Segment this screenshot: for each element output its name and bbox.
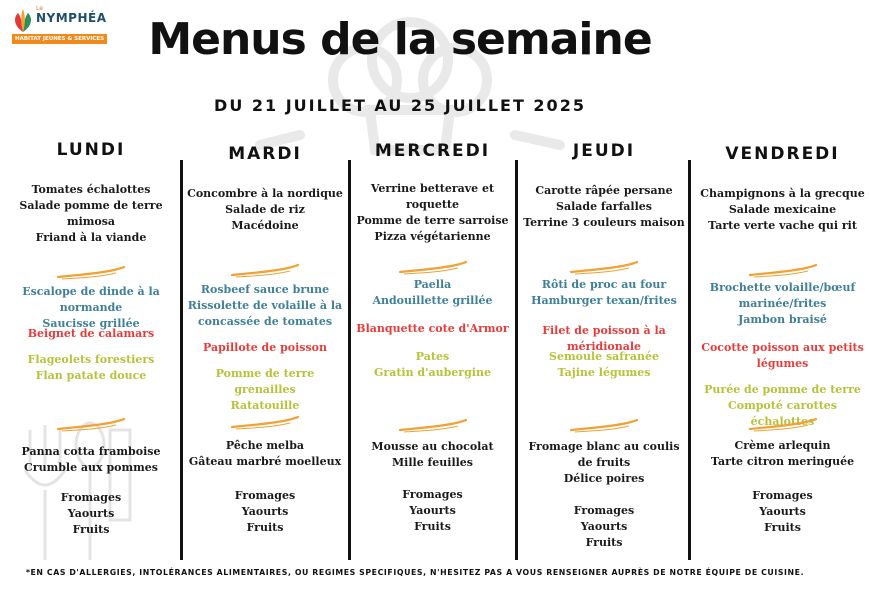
main-fish-list <box>5 326 177 342</box>
side-dish-item: Tajine légumes <box>557 366 651 379</box>
day-heading: LUNDI <box>56 140 126 160</box>
side-dish-item: Flageolets forestiers <box>27 353 155 366</box>
dessert-item: Délice poires <box>563 472 645 485</box>
dairy-fruit-item: Fromages <box>573 504 635 517</box>
dairy-fruit-list <box>350 487 515 535</box>
dairy-fruit-item: Yaourts <box>409 504 456 517</box>
dessert-item: Crumble aux pommes <box>24 461 158 474</box>
dessert-list <box>5 444 177 476</box>
dairy-fruit-item: Fruits <box>246 521 284 534</box>
dessert-item: Mille feuilles <box>392 456 473 469</box>
column-divider <box>180 160 183 560</box>
starter-item: Salade pomme de terre mimosa <box>19 199 163 228</box>
orange-swash-divider-icon <box>748 264 818 278</box>
dairy-fruit-list <box>185 488 345 536</box>
side-dish-item: Pates <box>415 350 450 363</box>
side-dish-item: Ratatouille <box>230 399 300 412</box>
dessert-list <box>350 439 515 471</box>
dairy-fruit-item: Yaourts <box>580 520 628 533</box>
side-dish-item: Compoté carottes échalottes <box>728 399 837 428</box>
side-dish-item: Flan patate douce <box>35 369 147 382</box>
day-column-vendredi <box>695 144 870 534</box>
dairy-fruit-item: Fromages <box>402 488 463 501</box>
starter-item: Tarte verte vache qui rit <box>708 219 857 232</box>
dessert-item: Tarte citron meringuée <box>710 455 855 468</box>
dairy-fruit-list <box>520 503 688 551</box>
orange-swash-divider-icon <box>569 419 639 433</box>
orange-swash-divider-icon <box>230 416 300 430</box>
dairy-fruit-item: Fromages <box>752 489 813 502</box>
main-meat-item: Paella <box>413 278 452 291</box>
dairy-fruit-item: Yaourts <box>759 505 806 518</box>
day-heading: MARDI <box>228 144 302 164</box>
dessert-item: Mousse au chocolat <box>371 440 494 453</box>
dairy-fruit-item: Fromages <box>234 489 296 502</box>
logo-brand: NYMPHÉA <box>36 11 107 25</box>
dairy-fruit-item: Yaourts <box>67 507 115 520</box>
orange-swash-divider-icon <box>748 418 818 432</box>
orange-swash-divider-icon <box>56 266 126 280</box>
day-column-mercredi <box>350 141 515 533</box>
dessert-item: Panna cotta framboise <box>21 445 161 458</box>
main-meat-item: Escalope de dinde à la normande <box>22 285 160 314</box>
main-meat-item: Saucisse grillée <box>42 317 140 330</box>
main-meat-list <box>350 277 515 309</box>
side-dish-list <box>185 366 345 414</box>
main-fish-item: Cocotte poisson aux petits légumes <box>701 341 864 370</box>
dessert-item: Pêche melba <box>225 439 305 452</box>
side-dish-item: Gratin d'aubergine <box>374 366 491 379</box>
dessert-list <box>185 438 345 470</box>
dairy-fruit-item: Fruits <box>72 523 110 536</box>
main-meat-item: Rôti de proc au four <box>541 278 667 291</box>
logo-tagline: HABITAT JEUNES & SERVICES <box>12 34 107 44</box>
starter-list <box>695 186 870 234</box>
starter-item: Terrine 3 couleurs maison <box>523 216 685 229</box>
main-fish-list <box>695 340 870 372</box>
starter-item: Carotte râpée persane <box>535 184 673 197</box>
main-meat-item: Brochette volaille/bœuf marinée/frites <box>709 281 856 310</box>
starter-item: Pizza végétarienne <box>374 230 491 243</box>
main-meat-item: Hamburger texan/frites <box>531 294 677 307</box>
day-column-mardi <box>185 144 345 534</box>
side-dish-item: Pomme de terre grenailles <box>215 367 315 396</box>
starter-item: Verrine betterave et roquette <box>370 182 495 211</box>
column-divider <box>515 160 518 560</box>
orange-swash-divider-icon <box>398 419 468 433</box>
dairy-fruit-item: Fruits <box>414 520 451 533</box>
orange-swash-divider-icon <box>56 418 126 432</box>
side-dish-list <box>350 349 515 381</box>
day-heading: VENDREDI <box>725 144 840 164</box>
day-heading: MERCREDI <box>374 141 491 161</box>
orange-swash-divider-icon <box>230 264 300 278</box>
main-fish-list <box>185 340 345 356</box>
main-fish-item: Papillote de poisson <box>202 341 328 354</box>
dairy-fruit-list <box>5 490 177 538</box>
dessert-list <box>695 438 870 470</box>
starter-list <box>520 183 688 231</box>
date-range-subtitle: DU 21 JUILLET AU 25 JUILLET 2025 <box>214 96 586 115</box>
dairy-fruit-item: Fruits <box>585 536 623 549</box>
main-meat-item: Jambon braisé <box>738 313 827 326</box>
day-column-lundi <box>5 140 177 536</box>
main-fish-item: Blanquette cote d'Armor <box>356 322 509 335</box>
dessert-item: Crème arlequin <box>734 439 831 452</box>
dessert-item: Fromage blanc au coulis de fruits <box>528 440 680 469</box>
logo-prefix: Le <box>36 5 43 12</box>
main-fish-list <box>350 321 515 337</box>
main-meat-item: Andouillette grillée <box>372 294 493 307</box>
starter-item: Friand à la viande <box>35 231 147 244</box>
starter-list <box>5 182 177 246</box>
column-divider <box>688 160 691 560</box>
starter-item: Macédoine <box>231 219 299 232</box>
dairy-fruit-item: Fruits <box>764 521 801 534</box>
starter-item: Salade farfalles <box>556 200 652 213</box>
dairy-fruit-list <box>695 488 870 536</box>
starter-item: Salade de riz <box>225 203 305 216</box>
allergy-footnote: *EN CAS D'ALLERGIES, INTOLÉRANCES ALIMENTAIRES, OU REGIMES SPECIFIQUES, N'HESITEZ PAS A VOUS RENSEIGNER AUPRÈS DE NOTRE ÉQUIPE DE CUISINE. <box>25 568 805 577</box>
starter-item: Concombre à la nordique <box>187 187 343 200</box>
side-dish-item: Semoule safranée <box>549 350 659 363</box>
dairy-fruit-item: Fromages <box>60 491 122 504</box>
main-fish-item: Filet de poisson à la méridionale <box>542 324 666 353</box>
main-meat-list <box>5 284 177 332</box>
day-column-jeudi <box>520 141 688 549</box>
side-dish-item: Purée de pomme de terre <box>704 383 861 396</box>
side-dish-list <box>5 352 177 384</box>
dessert-list <box>520 439 688 487</box>
page-title: Menus de la semaine <box>148 14 652 65</box>
main-meat-list <box>520 277 688 309</box>
main-meat-item: Rissolette de volaille à la concassée de tomates <box>187 299 343 328</box>
main-meat-list <box>695 280 870 328</box>
side-dish-list <box>520 349 688 381</box>
starter-item: Pomme de terre sarroise <box>356 214 509 227</box>
day-heading: JEUDI <box>572 141 636 161</box>
orange-swash-divider-icon <box>569 261 639 275</box>
starter-item: Tomates échalottes <box>31 183 151 196</box>
orange-swash-divider-icon <box>398 261 468 275</box>
starter-item: Champignons à la grecque <box>700 187 865 200</box>
starter-list <box>350 181 515 245</box>
starter-list <box>185 186 345 234</box>
main-meat-item: Rosbeef sauce brune <box>200 283 330 296</box>
dessert-item: Gâteau marbré moelleux <box>188 455 342 468</box>
main-fish-item: Beignet de calamars <box>27 327 155 340</box>
main-meat-list <box>185 282 345 330</box>
starter-item: Salade mexicaine <box>728 203 837 216</box>
dairy-fruit-item: Yaourts <box>241 505 289 518</box>
